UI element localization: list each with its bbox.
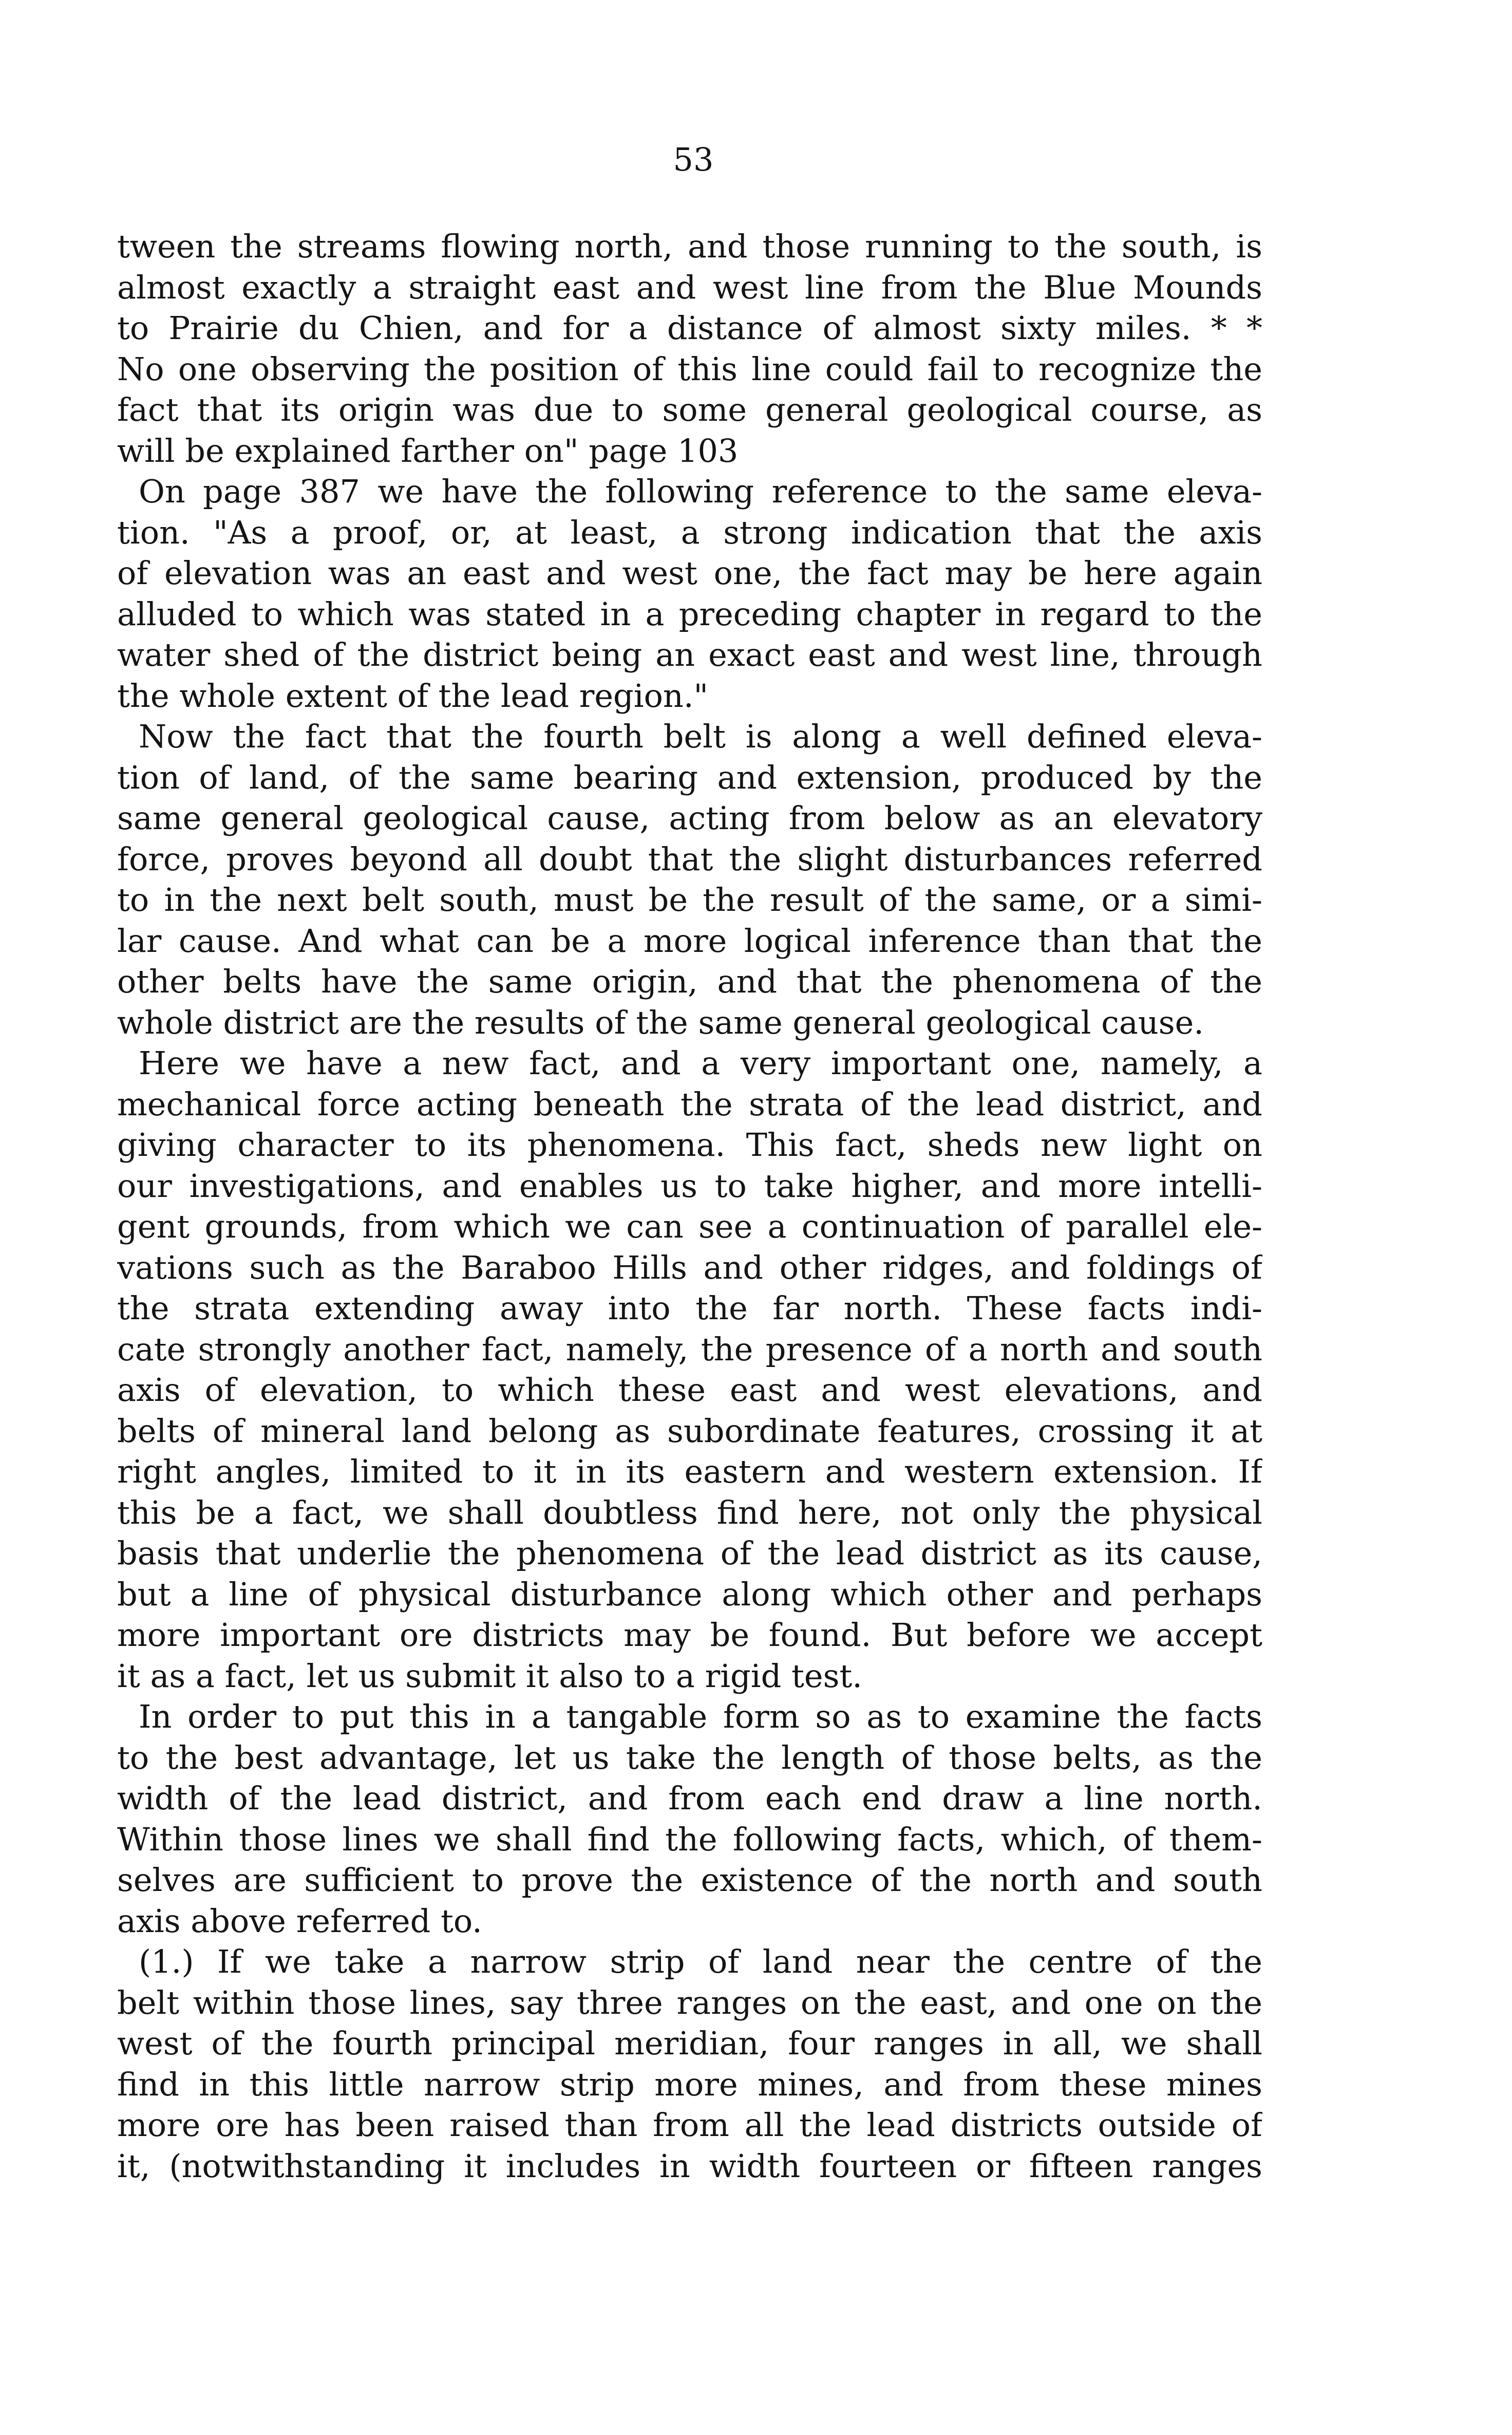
text-line: alluded to which was stated in a preceding chapter in regard to the <box>117 595 1262 633</box>
text-line: tion of land, of the same bearing and extension, produced by the <box>117 758 1262 796</box>
paragraph <box>117 471 1262 716</box>
text-line: our investigations, and enables us to take higher, and more intelli- <box>117 1167 1262 1205</box>
text-line: force, proves beyond all doubt that the slight disturbances referred <box>117 840 1262 878</box>
text-line: lar cause. And what can be a more logical inference than that the <box>117 922 1262 960</box>
text-line: more important ore districts may be found. But before we accept <box>117 1616 1262 1654</box>
body-text <box>117 226 1262 2186</box>
text-line: more ore has been raised than from all the lead districts outside of <box>117 2106 1262 2144</box>
text-line: the whole extent of the lead region." <box>117 677 709 715</box>
text-line: basis that underlie the phenomena of the lead district as its cause, <box>117 1534 1262 1572</box>
text-line: tween the streams flowing north, and those running to the south, is <box>117 228 1262 265</box>
text-line: right angles, limited to it in its eastern and western extension. If <box>117 1453 1262 1490</box>
text-line: belt within those lines, say three ranges on the east, and one on the <box>117 1983 1262 2021</box>
text-line: Now the fact that the fourth belt is along a well defined eleva- <box>139 718 1262 755</box>
text-line: the strata extending away into the far north. These facts indi- <box>117 1289 1262 1327</box>
text-line: Within those lines we shall find the following facts, which, of them- <box>117 1820 1262 1858</box>
text-line: water shed of the district being an exact east and west line, through <box>117 636 1262 673</box>
text-line: this be a fact, we shall doubtless find here, not only the physical <box>117 1493 1262 1531</box>
text-line: (1.) If we take a narrow strip of land near the centre of the <box>139 1943 1262 1980</box>
text-line: belts of mineral land belong as subordinate features, crossing it at <box>117 1412 1262 1450</box>
text-line: whole district are the results of the same general geological cause. <box>117 1003 1204 1041</box>
text-line: fact that its origin was due to some general geological course, as <box>117 391 1262 428</box>
text-line: selves are sufficient to prove the existence of the north and south <box>117 1861 1262 1899</box>
paragraph <box>117 1696 1262 1941</box>
text-line: other belts have the same origin, and that the phenomena of the <box>117 963 1262 1000</box>
text-line: of elevation was an east and west one, the fact may be here again <box>117 554 1262 592</box>
text-line: west of the fourth principal meridian, four ranges in all, we shall <box>117 2025 1262 2062</box>
text-line: giving character to its phenomena. This fact, sheds new light on <box>117 1126 1262 1164</box>
text-line: it as a fact, let us submit it also to a rigid test. <box>117 1657 863 1695</box>
paragraph <box>117 1941 1262 2186</box>
paragraph <box>117 226 1262 471</box>
text-line: On page 387 we have the following reference to the same eleva- <box>139 473 1262 510</box>
text-line: tion. "As a proof, or, at least, a strong indication that the axis <box>117 513 1262 551</box>
text-line: almost exactly a straight east and west line from the Blue Mounds <box>117 268 1262 306</box>
text-line: vations such as the Baraboo Hills and other ridges, and foldings of <box>117 1248 1262 1286</box>
text-line: same general geological cause, acting from below as an elevatory <box>117 799 1262 837</box>
text-line: axis above referred to. <box>117 1902 482 1940</box>
text-line: gent grounds, from which we can see a continuation of parallel ele- <box>117 1208 1262 1245</box>
text-line: to the best advantage, let us take the length of those belts, as the <box>117 1738 1262 1776</box>
text-line: it, (notwithstanding it includes in width fourteen or fifteen ranges <box>117 2147 1262 2185</box>
text-line: will be explained farther on" page 103 <box>117 432 739 470</box>
text-line: but a line of physical disturbance along which other and perhaps <box>117 1575 1262 1613</box>
text-line: mechanical force acting beneath the strata of the lead district, and <box>117 1085 1262 1123</box>
text-line: to Prairie du Chien, and for a distance of almost sixty miles. * * <box>117 309 1262 347</box>
text-line: Here we have a new fact, and a very important one, namely, a <box>139 1044 1262 1082</box>
text-line: cate strongly another fact, namely, the presence of a north and south <box>117 1330 1262 1368</box>
text-line: to in the next belt south, must be the result of the same, or a simi- <box>117 881 1262 919</box>
text-line: find in this little narrow strip more mines, and from these mines <box>117 2065 1262 2103</box>
text-line: In order to put this in a tangable form so as to examine the facts <box>139 1698 1262 1735</box>
page-number: 53 <box>673 141 714 178</box>
text-line: axis of elevation, to which these east and west elevations, and <box>117 1371 1262 1409</box>
paragraph <box>117 716 1262 1043</box>
paragraph <box>117 1043 1262 1696</box>
text-line: No one observing the position of this line could fail to recognize the <box>117 350 1262 388</box>
text-line: width of the lead district, and from each end draw a line north. <box>117 1780 1262 1817</box>
